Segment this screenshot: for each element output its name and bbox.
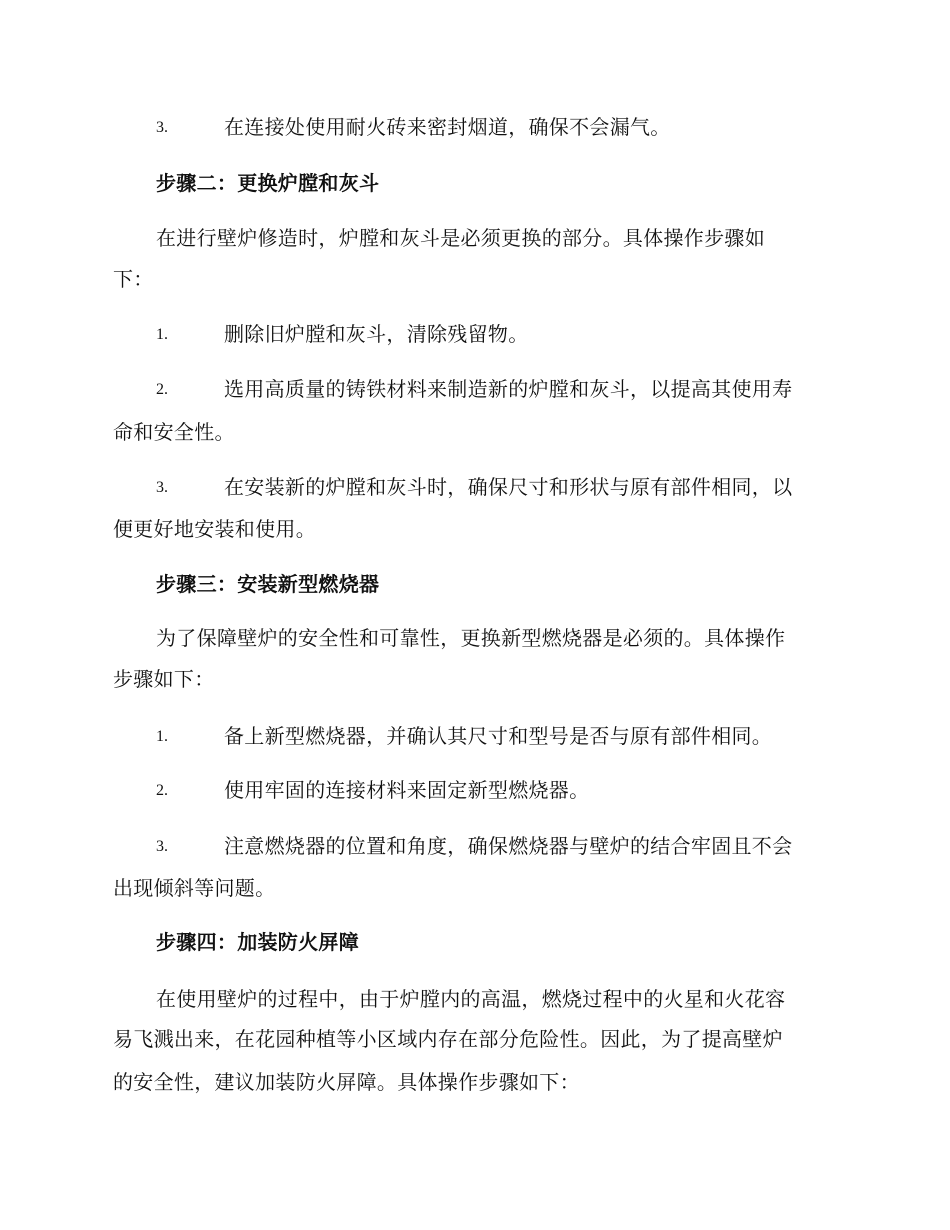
paragraph-line: 为了保障壁炉的安全性和可靠性，更换新型燃烧器是必须的。具体操作 [156, 626, 786, 650]
list-item-text-continued: 命和安全性。 [113, 420, 235, 444]
paragraph-line: 在进行壁炉修造时，炉膛和灰斗是必须更换的部分。具体操作步骤如 [156, 226, 765, 250]
list-number: 3. [156, 838, 168, 855]
step2-heading: 步骤二：更换炉膛和灰斗 [156, 171, 380, 195]
list-item-text: 备上新型燃烧器，并确认其尺寸和型号是否与原有部件相同。 [224, 724, 773, 748]
paragraph-line: 步骤如下： [113, 667, 215, 691]
list-number: 1. [156, 728, 168, 745]
list-number: 3. [156, 479, 168, 496]
list-number: 3. [156, 119, 168, 136]
list-item-text-continued: 出现倾斜等问题。 [113, 876, 276, 900]
paragraph-line: 在使用壁炉的过程中，由于炉膛内的高温，燃烧过程中的火星和火花容 [156, 987, 786, 1011]
step4-heading: 步骤四：加装防火屏障 [156, 930, 359, 954]
list-item-text: 选用高质量的铸铁材料来制造新的炉膛和灰斗，以提高其使用寿 [224, 377, 793, 401]
list-item-text-continued: 便更好地安装和使用。 [113, 517, 316, 541]
paragraph-line: 下： [113, 267, 154, 291]
list-item-text: 在安装新的炉膛和灰斗时，确保尺寸和形状与原有部件相同，以 [224, 475, 793, 499]
paragraph-line: 易飞溅出来，在花园种植等小区域内存在部分危险性。因此，为了提高壁炉 [113, 1027, 783, 1051]
list-number: 2. [156, 381, 168, 398]
list-item-text: 删除旧炉膛和灰斗，清除残留物。 [224, 322, 529, 346]
list-item-text: 注意燃烧器的位置和角度，确保燃烧器与壁炉的结合牢固且不会 [224, 834, 793, 858]
list-number: 1. [156, 326, 168, 343]
list-number: 2. [156, 782, 168, 799]
list-item-text: 在连接处使用耐火砖来密封烟道，确保不会漏气。 [224, 115, 671, 139]
list-item-text: 使用牢固的连接材料来固定新型燃烧器。 [224, 778, 590, 802]
paragraph-line: 的安全性，建议加装防火屏障。具体操作步骤如下： [113, 1070, 580, 1094]
step3-heading: 步骤三：安装新型燃烧器 [156, 572, 380, 596]
